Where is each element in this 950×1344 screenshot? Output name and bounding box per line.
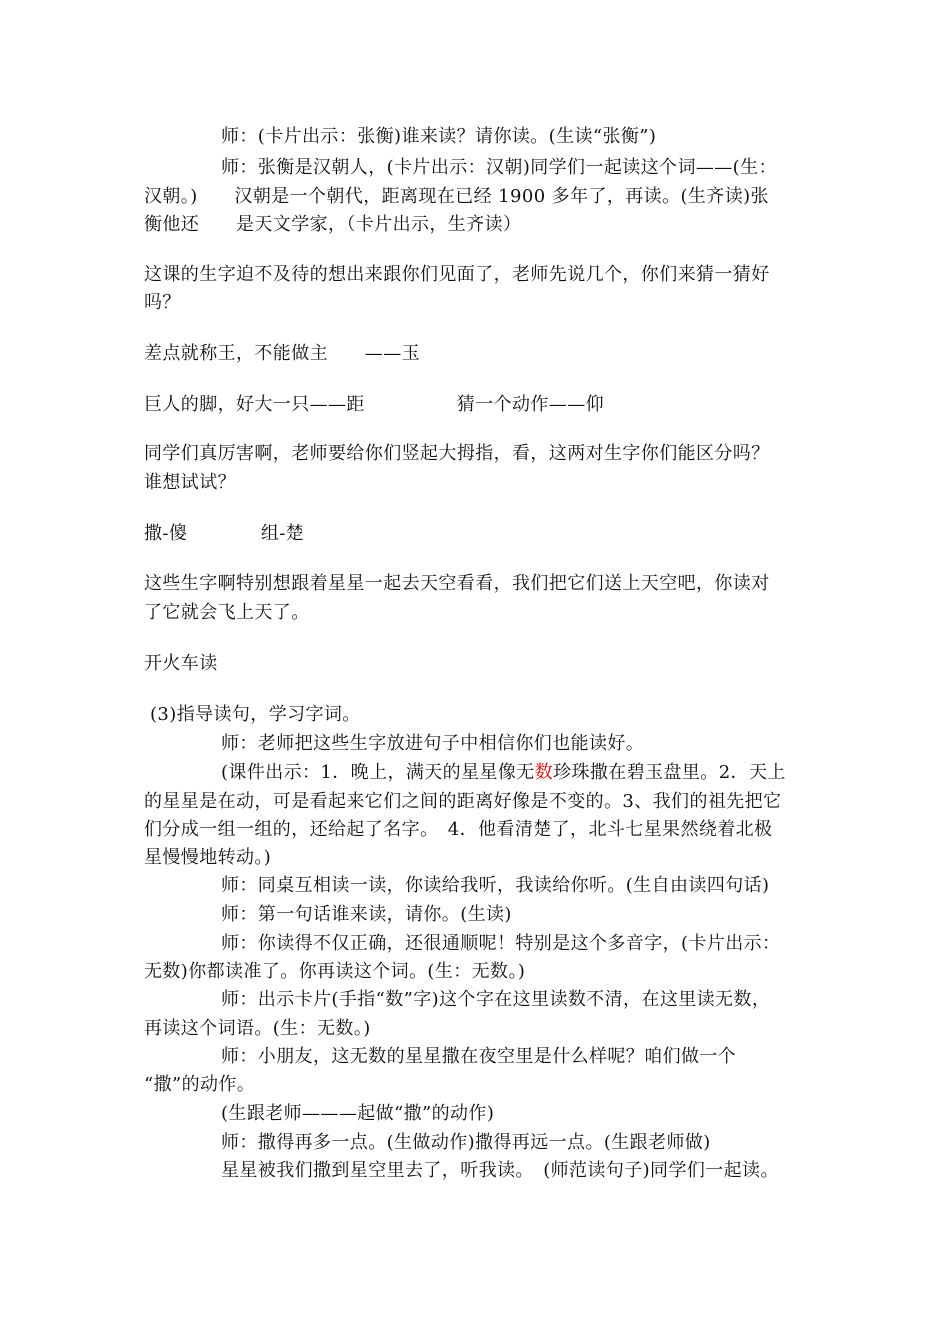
- section-heading: (3)指导读句，学习字词。: [150, 704, 361, 725]
- text-line: 星星被我们撒到星空里去了，听我读。 (师范读句子)同学们一起读。: [221, 1160, 779, 1181]
- text-line: 师：第一句话谁来读，请你。(生读): [221, 904, 512, 925]
- text-line: 的星星是在动，可是看起来它们之间的距离好像是不变的。3、我们的祖先把它: [144, 791, 782, 812]
- text-line: “撒”的动作。: [144, 1074, 256, 1095]
- text-line: 这课的生字迫不及待的想出来跟你们见面了，老师先说几个，你们来猜一猜好: [144, 264, 770, 285]
- text-line: 师：同桌互相读一读，你读给我听，我读给你听。(生自由读四句话): [221, 875, 770, 896]
- text-line: (生跟老师———起做“撒”的动作): [221, 1103, 495, 1124]
- text-span: (课件出示：1．晚上，满天的星星像无: [221, 762, 535, 783]
- text-line: 巨人的脚，好大一只——距 猜一个动作——仰: [144, 394, 604, 415]
- text-line: 衡他还 是天文学家，（卡片出示，生齐读）: [144, 214, 522, 235]
- text-line: 师：张衡是汉朝人，(卡片出示：汉朝)同学们一起读这个词——(生：: [221, 157, 777, 178]
- text-line: 师：出示卡片(手指“数”字)这个字在这里读数不清，在这里读无数，: [221, 989, 771, 1010]
- text-line: 们分成一组一组的，还给起了名字。 4．他看清楚了，北斗七星果然绕着北极: [144, 819, 773, 840]
- text-line: 吗？: [144, 292, 181, 313]
- text-line: 星慢慢地转动。): [144, 847, 272, 868]
- text-line: 师：小朋友，这无数的星星撒在夜空里是什么样呢？咱们做一个: [221, 1046, 737, 1067]
- text-line: 这些生字啊特别想跟着星星一起去天空看看，我们把它们送上天空吧，你读对: [144, 573, 770, 594]
- text-line: 撒-傻 组-楚: [144, 523, 305, 544]
- text-line: 再读这个词语。(生：无数。): [144, 1018, 371, 1039]
- text-line: 同学们真厉害啊，老师要给你们竖起大拇指，看，这两对生字你们能区分吗？: [144, 443, 770, 464]
- text-line: 师：(卡片出示：张衡)谁来读？请你读。(生读“张衡”): [221, 126, 657, 147]
- text-span: 珍珠撒在碧玉盘里。2．天上: [553, 762, 786, 783]
- text-line: 谁想试试？: [144, 472, 236, 493]
- text-line: 师：撒得再多一点。(生做动作)撒得再远一点。(生跟老师做): [221, 1132, 711, 1153]
- text-line: 差点就称王，不能做主 ——玉: [144, 343, 420, 364]
- text-line: [221, 760, 786, 786]
- text-line: 了它就会飞上天了。: [144, 602, 310, 623]
- text-line: 无数)你都读准了。你再读这个词。(生：无数。): [144, 961, 526, 982]
- text-line: 汉朝。) 汉朝是一个朝代，距离现在已经 1900 多年了，再读。(生齐读)张: [144, 186, 769, 207]
- text-line: 师：你读得不仅正确，还很通顺呢！特别是这个多音字，(卡片出示：: [221, 933, 781, 954]
- text-line: 开火车读: [144, 653, 218, 674]
- highlighted-character: 数: [534, 762, 554, 783]
- text-line: 师：老师把这些生字放进句子中相信你们也能读好。: [221, 733, 645, 754]
